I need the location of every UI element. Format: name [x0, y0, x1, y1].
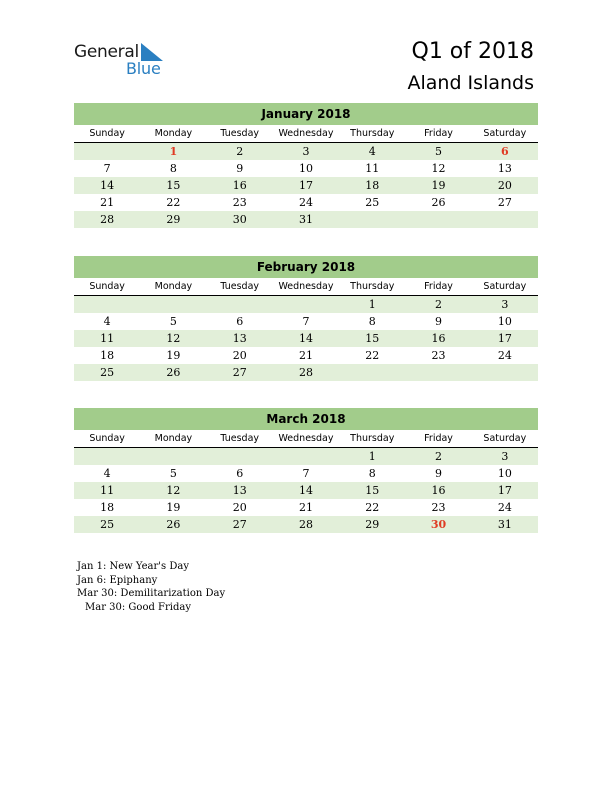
page-title: Q1 of 2018	[411, 39, 534, 64]
day-cell: 8	[169, 162, 177, 175]
day-cell: 1	[368, 298, 376, 311]
day-cell: 17	[298, 179, 313, 192]
weekday-label: Tuesday	[220, 433, 260, 444]
day-cell: 3	[501, 450, 509, 463]
day-cell	[140, 296, 206, 313]
day-cell: 29	[365, 518, 380, 531]
day-cell: 19	[166, 501, 181, 514]
day-cell: 13	[232, 332, 247, 345]
day-cell: 23	[232, 196, 247, 209]
day-cell: 13	[497, 162, 512, 175]
weekday-label: Friday	[424, 281, 453, 292]
day-cell: 30	[232, 213, 247, 226]
day-cell: 10	[497, 315, 512, 328]
week-row	[74, 448, 538, 465]
day-cell	[472, 211, 538, 228]
day-cell: 3	[302, 145, 310, 158]
day-cell: 18	[100, 501, 115, 514]
day-cell	[405, 364, 471, 381]
day-cell: 26	[166, 366, 181, 379]
month-calendar	[74, 256, 538, 381]
day-cell: 2	[435, 450, 443, 463]
day-cell: 26	[166, 518, 181, 531]
day-cell: 28	[100, 213, 115, 226]
generalblue-logo	[74, 42, 174, 78]
weekday-label: Saturday	[483, 281, 527, 292]
weekday-label: Wednesday	[278, 281, 334, 292]
page-subtitle: Aland Islands	[407, 72, 534, 94]
day-cell: 24	[497, 349, 512, 362]
day-cell: 12	[431, 162, 446, 175]
day-cell	[472, 364, 538, 381]
week-row	[74, 194, 538, 211]
day-cell: 6	[236, 467, 244, 480]
day-cell: 22	[166, 196, 181, 209]
week-row	[74, 499, 538, 516]
weekday-label: Friday	[424, 128, 453, 139]
weekday-label: Tuesday	[220, 128, 260, 139]
day-cell: 7	[302, 467, 310, 480]
weekday-label: Wednesday	[278, 433, 334, 444]
day-cell: 9	[435, 315, 443, 328]
holiday-note: Jan 1: New Year's Day	[77, 561, 189, 572]
day-cell: 1	[169, 145, 178, 158]
holiday-notes	[77, 560, 225, 614]
week-row	[74, 143, 538, 160]
week-row	[74, 296, 538, 313]
day-cell: 16	[431, 484, 446, 497]
week-row	[74, 465, 538, 482]
weekday-label: Sunday	[89, 281, 125, 292]
day-cell: 4	[368, 145, 376, 158]
day-cell: 11	[365, 162, 380, 175]
week-row	[74, 330, 538, 347]
day-cell: 25	[365, 196, 380, 209]
day-cell: 16	[431, 332, 446, 345]
holiday-note: Mar 30: Demilitarization Day	[77, 588, 226, 599]
weekday-label: Monday	[154, 281, 193, 292]
day-cell	[207, 296, 273, 313]
day-cell: 27	[232, 518, 247, 531]
day-cell: 11	[100, 484, 115, 497]
day-cell: 2	[435, 298, 443, 311]
day-cell: 21	[298, 501, 313, 514]
day-cell: 27	[497, 196, 512, 209]
day-cell: 8	[368, 315, 376, 328]
logo-text-blue: Blue	[126, 59, 161, 78]
day-cell: 7	[103, 162, 111, 175]
day-cell: 22	[365, 349, 380, 362]
day-cell: 24	[298, 196, 313, 209]
day-cell	[74, 143, 140, 160]
week-row	[74, 347, 538, 364]
day-cell: 18	[365, 179, 380, 192]
day-cell: 13	[232, 484, 247, 497]
day-cell: 24	[497, 501, 512, 514]
day-cell: 1	[368, 450, 376, 463]
day-cell	[339, 211, 405, 228]
day-cell	[339, 364, 405, 381]
weekday-label: Monday	[154, 128, 193, 139]
holiday-note: Mar 30: Good Friday	[85, 601, 191, 613]
day-cell: 21	[100, 196, 115, 209]
day-cell: 7	[302, 315, 310, 328]
day-cell: 8	[368, 467, 376, 480]
month-title: February 2018	[74, 256, 538, 278]
day-cell: 20	[232, 349, 247, 362]
day-cell: 14	[298, 332, 313, 345]
day-cell: 6	[501, 145, 509, 158]
day-cell	[74, 448, 140, 465]
week-row	[74, 482, 538, 499]
day-cell: 18	[100, 349, 115, 362]
day-cell: 12	[166, 332, 181, 345]
day-cell: 29	[166, 213, 181, 226]
weekday-label: Tuesday	[220, 281, 260, 292]
day-cell: 23	[431, 349, 446, 362]
day-cell	[273, 296, 339, 313]
day-cell: 5	[435, 145, 443, 158]
day-cell: 9	[236, 162, 244, 175]
day-cell: 10	[298, 162, 313, 175]
day-cell: 28	[298, 518, 313, 531]
day-cell: 10	[497, 467, 512, 480]
day-cell: 14	[100, 179, 115, 192]
day-cell: 16	[232, 179, 247, 192]
weekday-label: Sunday	[89, 433, 125, 444]
day-cell: 31	[298, 213, 313, 226]
day-cell	[405, 211, 471, 228]
day-cell	[207, 448, 273, 465]
weekday-label: Wednesday	[278, 128, 334, 139]
week-row	[74, 177, 538, 194]
weekday-header-row	[74, 430, 538, 448]
weekday-label: Monday	[154, 433, 193, 444]
day-cell: 26	[431, 196, 446, 209]
day-cell: 5	[169, 315, 177, 328]
day-cell: 27	[232, 366, 247, 379]
week-row	[74, 211, 538, 228]
day-cell: 15	[365, 484, 380, 497]
day-cell: 12	[166, 484, 181, 497]
day-cell: 22	[365, 501, 380, 514]
weekday-label: Thursday	[350, 281, 395, 292]
day-cell	[74, 296, 140, 313]
day-cell: 6	[236, 315, 244, 328]
week-row	[74, 160, 538, 177]
day-cell: 14	[298, 484, 313, 497]
holiday-note: Jan 6: Epiphany	[77, 574, 158, 586]
day-cell: 9	[435, 467, 443, 480]
day-cell: 25	[100, 366, 115, 379]
day-cell: 17	[497, 484, 512, 497]
weekday-label: Friday	[424, 433, 453, 444]
month-calendar	[74, 103, 538, 228]
day-cell: 20	[232, 501, 247, 514]
month-title: January 2018	[74, 103, 538, 125]
day-cell: 31	[497, 518, 512, 531]
weekday-label: Thursday	[350, 128, 395, 139]
day-cell: 28	[298, 366, 313, 379]
day-cell: 21	[298, 349, 313, 362]
day-cell: 5	[169, 467, 177, 480]
month-title: March 2018	[74, 408, 538, 430]
weekday-label: Saturday	[483, 128, 527, 139]
day-cell: 11	[100, 332, 115, 345]
weekday-label: Thursday	[350, 433, 395, 444]
week-row	[74, 364, 538, 381]
weekday-label: Saturday	[483, 433, 527, 444]
day-cell	[273, 448, 339, 465]
day-cell: 15	[365, 332, 380, 345]
day-cell: 19	[431, 179, 446, 192]
day-cell: 20	[497, 179, 512, 192]
weekday-label: Sunday	[89, 128, 125, 139]
week-row	[74, 516, 538, 533]
day-cell: 2	[236, 145, 244, 158]
weekday-header-row	[74, 125, 538, 143]
day-cell: 3	[501, 298, 509, 311]
week-row	[74, 313, 538, 330]
day-cell: 17	[497, 332, 512, 345]
day-cell: 4	[103, 467, 111, 480]
weekday-header-row	[74, 278, 538, 296]
page-header	[408, 38, 535, 96]
day-cell: 19	[166, 349, 181, 362]
day-cell	[140, 448, 206, 465]
logo-text-general: General	[74, 42, 139, 62]
day-cell: 15	[166, 179, 181, 192]
day-cell: 4	[103, 315, 111, 328]
month-calendar	[74, 408, 538, 533]
day-cell: 30	[430, 518, 447, 531]
day-cell: 23	[431, 501, 446, 514]
day-cell: 25	[100, 518, 115, 531]
